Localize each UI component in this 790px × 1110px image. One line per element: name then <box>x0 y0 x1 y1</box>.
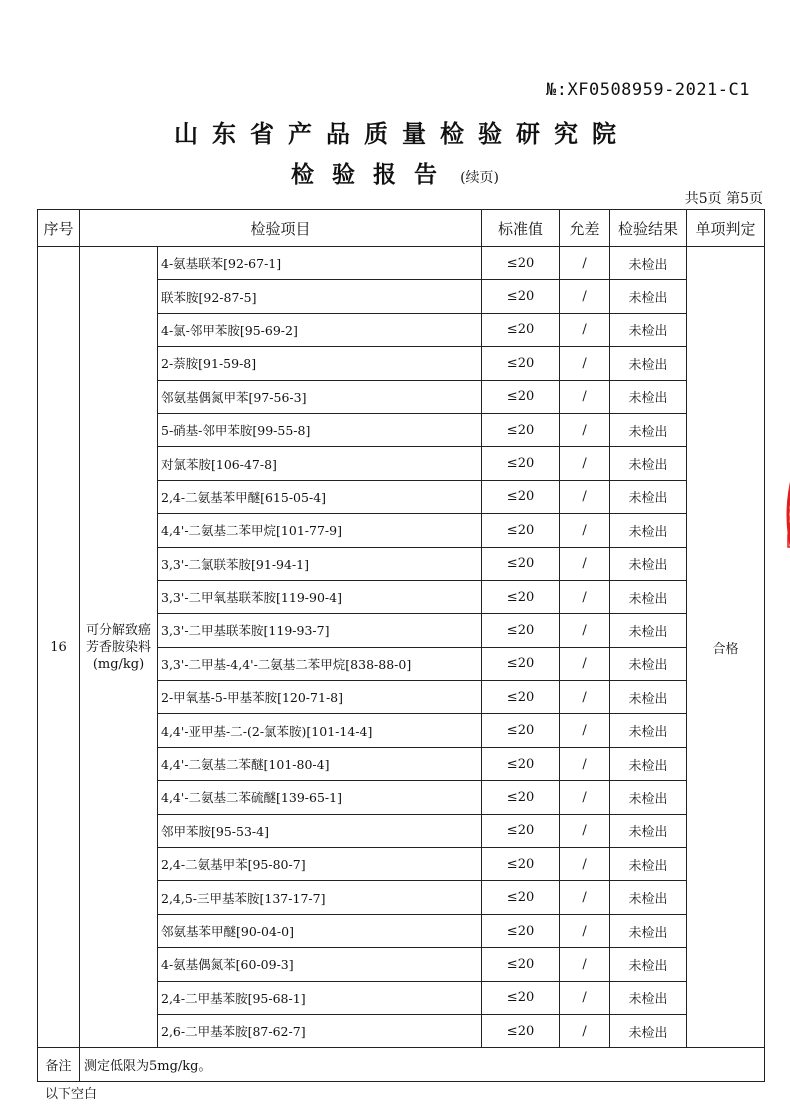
standard-cell: ≤20 <box>482 614 560 647</box>
group-judgement: 合格 <box>687 247 765 1048</box>
item-cell: 4-氯-邻甲苯胺[95-69-2] <box>158 313 482 346</box>
standard-cell: ≤20 <box>482 647 560 680</box>
item-cell: 对氯苯胺[106-47-8] <box>158 447 482 480</box>
note-row <box>38 1048 765 1081</box>
result-cell: 未检出 <box>610 447 687 480</box>
tolerance-cell: / <box>560 881 610 914</box>
standard-cell: ≤20 <box>482 814 560 847</box>
result-cell: 未检出 <box>610 313 687 346</box>
result-cell: 未检出 <box>610 781 687 814</box>
result-cell: 未检出 <box>610 380 687 413</box>
tolerance-cell: / <box>560 313 610 346</box>
result-cell: 未检出 <box>610 580 687 613</box>
standard-cell: ≤20 <box>482 948 560 981</box>
item-cell: 2,4-二氨基甲苯[95-80-7] <box>158 848 482 881</box>
inspection-table <box>37 209 765 1082</box>
standard-cell: ≤20 <box>482 914 560 947</box>
item-cell: 3,3'-二甲氧基联苯胺[119-90-4] <box>158 580 482 613</box>
standard-cell: ≤20 <box>482 848 560 881</box>
report-title: 检验报告 <box>290 161 455 188</box>
report-number: №:XF0508959-2021-C1 <box>546 80 750 100</box>
tolerance-cell: / <box>560 580 610 613</box>
result-cell: 未检出 <box>610 547 687 580</box>
table-body <box>38 247 765 1048</box>
result-cell: 未检出 <box>610 848 687 881</box>
item-cell: 2,4-二甲基苯胺[95-68-1] <box>158 981 482 1014</box>
item-cell: 2,4,5-三甲基苯胺[137-17-7] <box>158 881 482 914</box>
organization-name: 山东省产品质量检验研究院 <box>174 119 630 148</box>
header-result: 检验结果 <box>610 210 687 247</box>
item-cell: 2,4-二氨基苯甲醚[615-05-4] <box>158 480 482 513</box>
item-cell: 4,4'-二氨基二苯硫醚[139-65-1] <box>158 781 482 814</box>
item-cell: 3,3'-二氯联苯胺[91-94-1] <box>158 547 482 580</box>
result-cell: 未检出 <box>610 247 687 280</box>
tolerance-cell: / <box>560 647 610 680</box>
result-cell: 未检出 <box>610 714 687 747</box>
result-cell: 未检出 <box>610 514 687 547</box>
tolerance-cell: / <box>560 280 610 313</box>
blank-below-text: 以下空白 <box>45 1087 98 1102</box>
item-cell: 3,3'-二甲基-4,4'-二氨基二苯甲烷[838-88-0] <box>158 647 482 680</box>
result-cell: 未检出 <box>610 681 687 714</box>
item-cell: 2-萘胺[91-59-8] <box>158 347 482 380</box>
tolerance-cell: / <box>560 814 610 847</box>
result-cell: 未检出 <box>610 981 687 1014</box>
result-cell: 未检出 <box>610 948 687 981</box>
result-cell: 未检出 <box>610 914 687 947</box>
report-title-suffix: (续页) <box>460 170 500 186</box>
category-unit: (mg/kg) <box>92 656 145 672</box>
result-cell: 未检出 <box>610 280 687 313</box>
group-category <box>80 247 158 1048</box>
result-cell: 未检出 <box>610 747 687 780</box>
result-cell: 未检出 <box>610 480 687 513</box>
standard-cell: ≤20 <box>482 313 560 346</box>
page-info: 共5页 第5页 <box>684 191 763 207</box>
tolerance-cell: / <box>560 681 610 714</box>
tolerance-cell: / <box>560 514 610 547</box>
standard-cell: ≤20 <box>482 247 560 280</box>
tolerance-cell: / <box>560 447 610 480</box>
header-tolerance: 允差 <box>560 210 610 247</box>
standard-cell: ≤20 <box>482 681 560 714</box>
result-cell: 未检出 <box>610 647 687 680</box>
result-cell: 未检出 <box>610 347 687 380</box>
result-cell: 未检出 <box>610 1014 687 1047</box>
tolerance-cell: / <box>560 747 610 780</box>
standard-cell: ≤20 <box>482 714 560 747</box>
standard-cell: ≤20 <box>482 413 560 446</box>
header-seq: 序号 <box>38 210 80 247</box>
result-cell: 未检出 <box>610 881 687 914</box>
result-cell: 未检出 <box>610 614 687 647</box>
item-cell: 联苯胺[92-87-5] <box>158 280 482 313</box>
tolerance-cell: / <box>560 914 610 947</box>
standard-cell: ≤20 <box>482 280 560 313</box>
item-cell: 4,4'-亚甲基-二-(2-氯苯胺)[101-14-4] <box>158 714 482 747</box>
standard-cell: ≤20 <box>482 380 560 413</box>
standard-cell: ≤20 <box>482 480 560 513</box>
table-row <box>38 247 765 280</box>
tolerance-cell: / <box>560 380 610 413</box>
tolerance-cell: / <box>560 480 610 513</box>
item-cell: 4-氨基偶氮苯[60-09-3] <box>158 948 482 981</box>
result-cell: 未检出 <box>610 413 687 446</box>
item-cell: 2-甲氧基-5-甲基苯胺[120-71-8] <box>158 681 482 714</box>
item-cell: 邻甲苯胺[95-53-4] <box>158 814 482 847</box>
standard-cell: ≤20 <box>482 347 560 380</box>
header-judgement: 单项判定 <box>687 210 765 247</box>
item-cell: 2,6-二甲基苯胺[87-62-7] <box>158 1014 482 1047</box>
item-cell: 3,3'-二甲基联苯胺[119-93-7] <box>158 614 482 647</box>
tolerance-cell: / <box>560 347 610 380</box>
header-item: 检验项目 <box>80 210 482 247</box>
report-title-row <box>0 156 790 189</box>
header-standard: 标准值 <box>482 210 560 247</box>
item-cell: 邻氨基苯甲醚[90-04-0] <box>158 914 482 947</box>
item-cell: 4,4'-二氨基二苯甲烷[101-77-9] <box>158 514 482 547</box>
tolerance-cell: / <box>560 547 610 580</box>
item-cell: 邻氨基偶氮甲苯[97-56-3] <box>158 380 482 413</box>
standard-cell: ≤20 <box>482 580 560 613</box>
item-cell: 4-氨基联苯[92-67-1] <box>158 247 482 280</box>
table-header-row <box>38 210 765 247</box>
standard-cell: ≤20 <box>482 881 560 914</box>
item-cell: 5-硝基-邻甲苯胺[99-55-8] <box>158 413 482 446</box>
standard-cell: ≤20 <box>482 514 560 547</box>
tolerance-cell: / <box>560 981 610 1014</box>
standard-cell: ≤20 <box>482 547 560 580</box>
tolerance-cell: / <box>560 247 610 280</box>
tolerance-cell: / <box>560 1014 610 1047</box>
tolerance-cell: / <box>560 614 610 647</box>
tolerance-cell: / <box>560 948 610 981</box>
tolerance-cell: / <box>560 781 610 814</box>
standard-cell: ≤20 <box>482 981 560 1014</box>
note-label: 备注 <box>38 1048 80 1081</box>
note-text: 测定低限为5mg/kg。 <box>80 1048 765 1081</box>
standard-cell: ≤20 <box>482 781 560 814</box>
official-seal-stamp <box>766 440 790 590</box>
item-cell: 4,4'-二氨基二苯醚[101-80-4] <box>158 747 482 780</box>
standard-cell: ≤20 <box>482 447 560 480</box>
standard-cell: ≤20 <box>482 1014 560 1047</box>
result-cell: 未检出 <box>610 814 687 847</box>
group-seq: 16 <box>38 247 80 1048</box>
tolerance-cell: / <box>560 848 610 881</box>
category-line: 芳香胺染料 <box>85 639 151 655</box>
category-line: 可分解致癌 <box>85 622 151 638</box>
standard-cell: ≤20 <box>482 747 560 780</box>
tolerance-cell: / <box>560 714 610 747</box>
tolerance-cell: / <box>560 413 610 446</box>
